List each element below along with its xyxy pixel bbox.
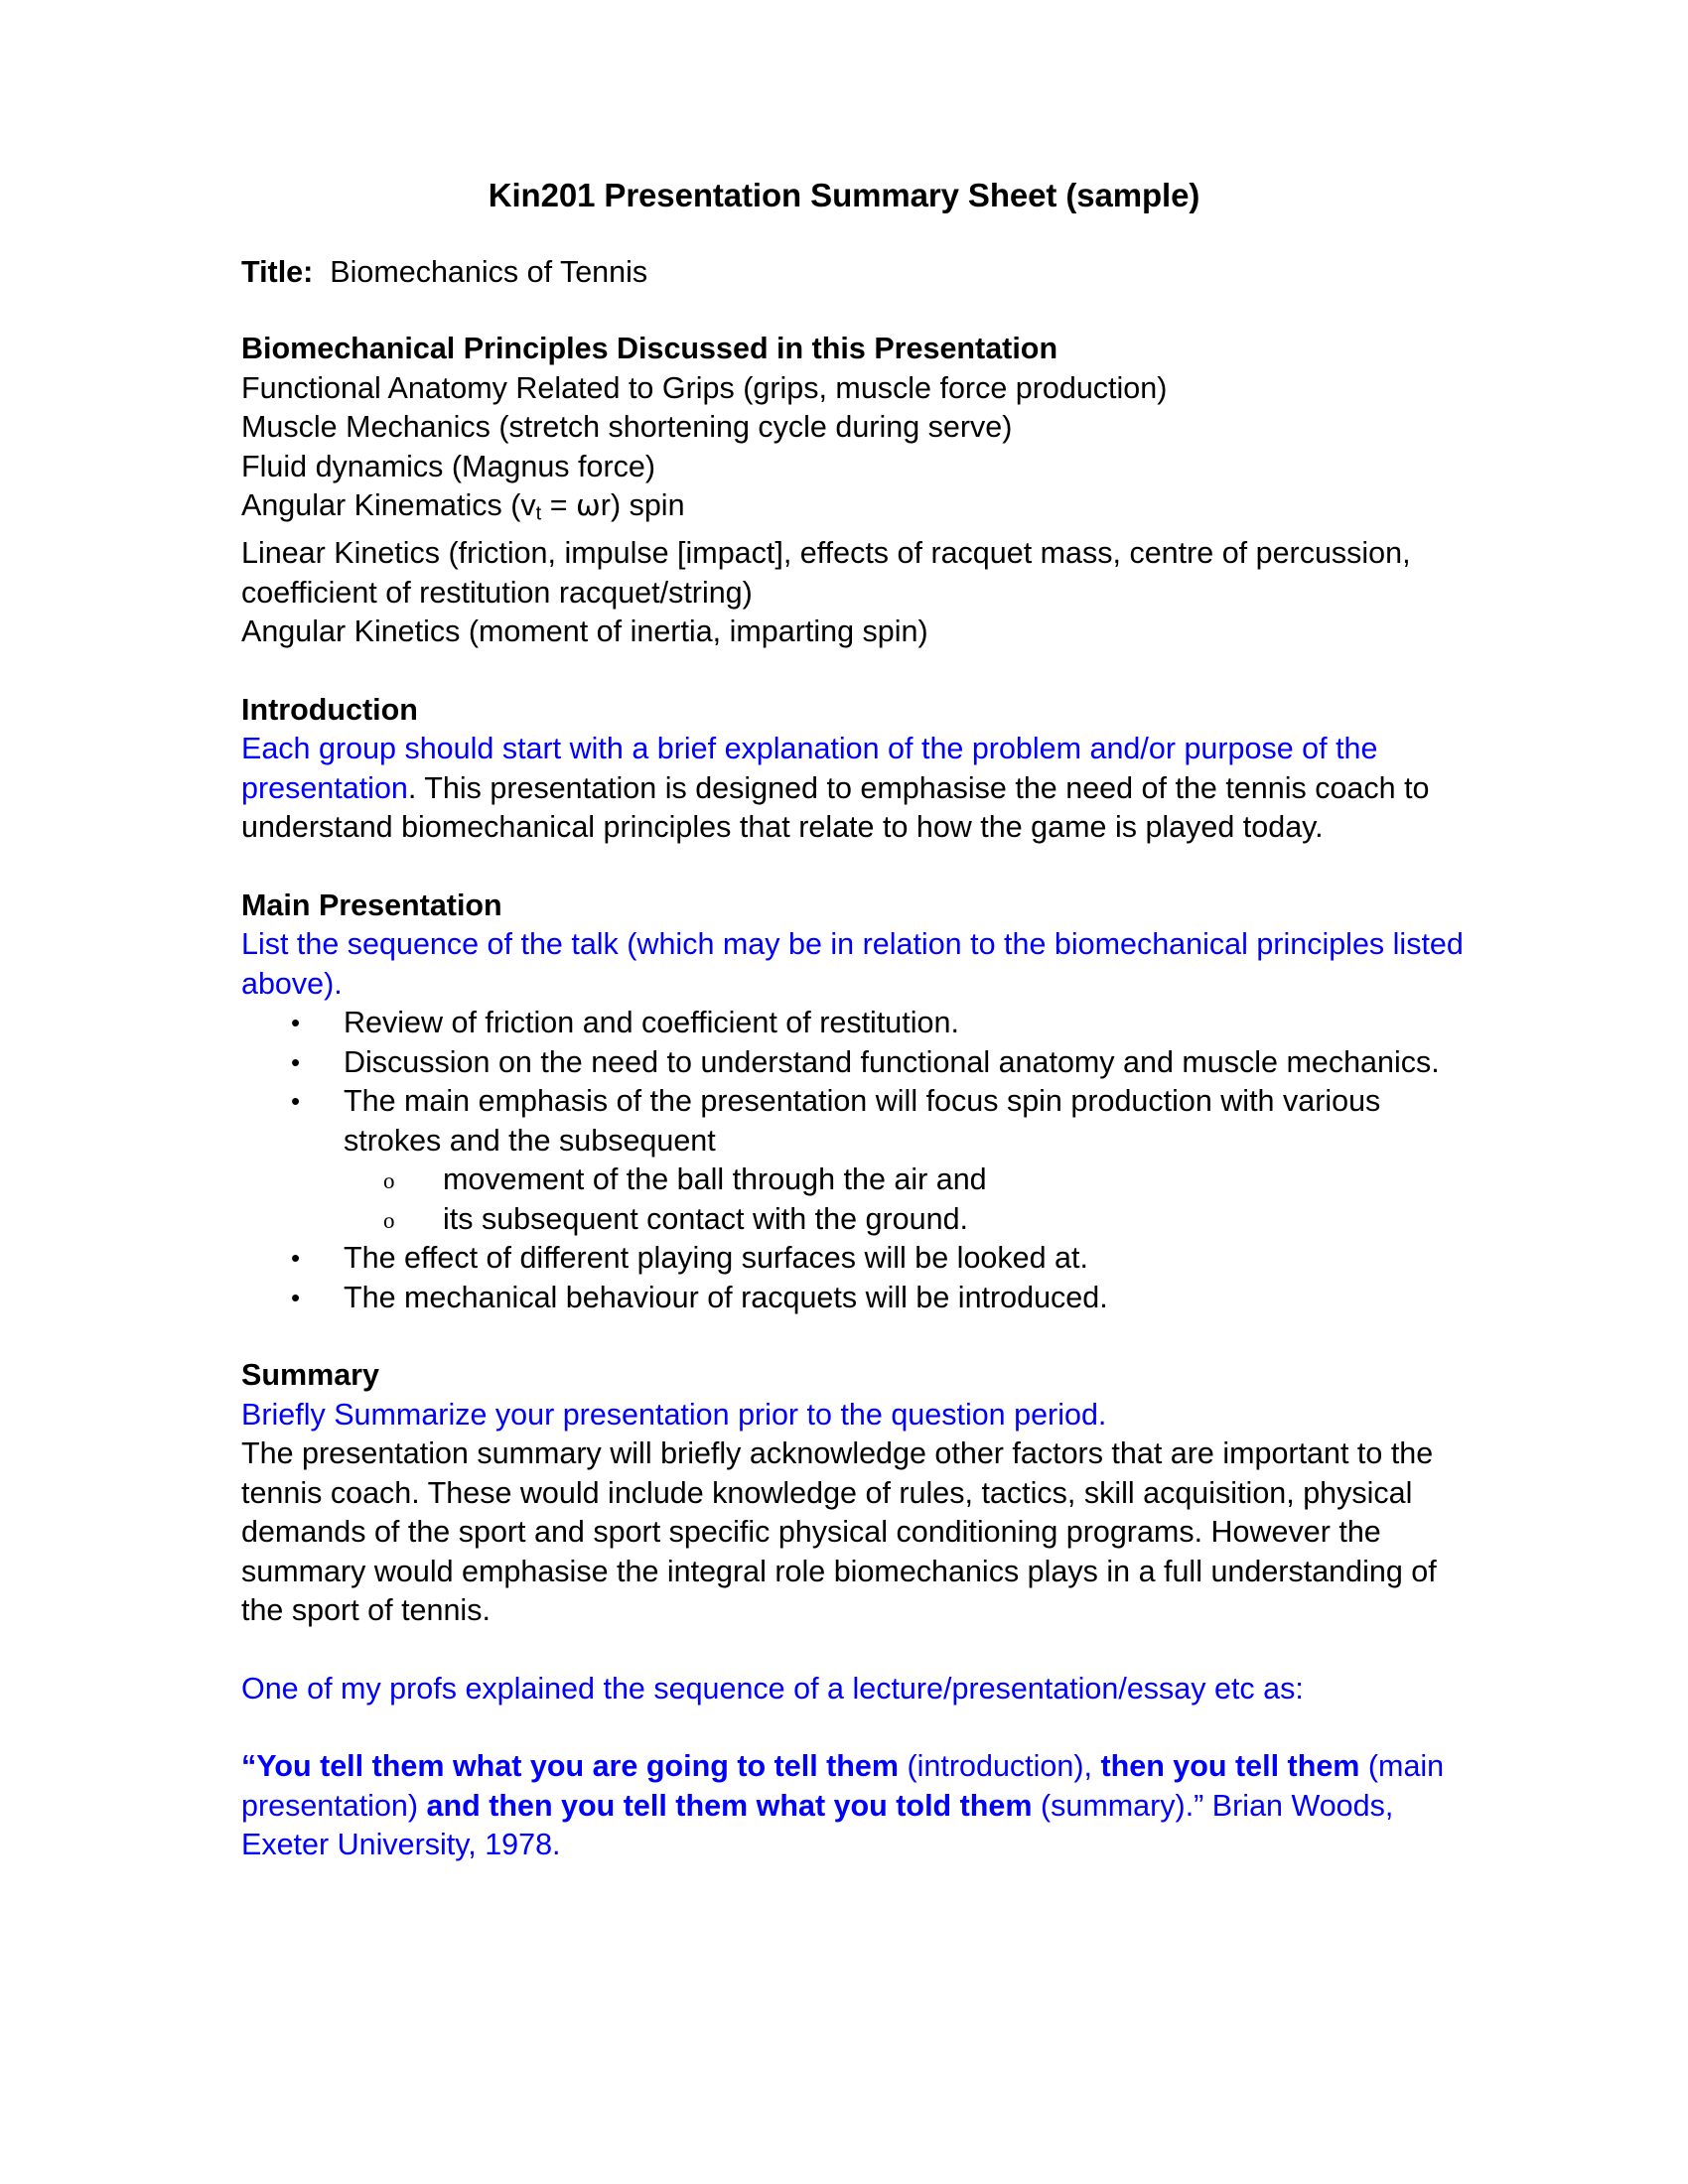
title-field-line — [241, 253, 1465, 293]
principle-item: Linear Kinetics (friction, impulse [impact], effects of racquet mass, centre of percussion, coefficient of restitution racquet/string) — [241, 536, 1411, 610]
principle-item: Muscle Mechanics (stretch shortening cycle during serve) — [241, 410, 1013, 445]
bullet-marker-icon: • — [291, 1046, 301, 1077]
list-item-label: The effect of different playing surfaces will be looked at. — [344, 1241, 1088, 1276]
summary-body-text: The presentation summary will briefly acknowledge other factors that are important to the tennis coach. These would include knowledge of rules, tactics, skill acquisition, physical demands of the sport and sport specific physical conditioning programs. However the summary would emphasise the integral role biomechanics plays in a full understanding of the sport of tennis. — [241, 1436, 1437, 1628]
introduction-body-text: . This presentation is designed to emphasise the need of the tennis coach to understand biomechanical principles that relate to how the game is played today. — [241, 770, 1430, 845]
angular-kinematics-suffix: r) spin — [600, 488, 685, 523]
spacer — [241, 1631, 1465, 1670]
list-item-label: Discussion on the need to understand functional anatomy and muscle mechanics. — [344, 1044, 1440, 1079]
quote-part-2: (introduction), — [899, 1749, 1101, 1784]
principle-item: Functional Anatomy Related to Grips (grips, muscle force production) — [241, 370, 1168, 405]
bullet-marker-icon: • — [291, 1282, 301, 1312]
spacer — [241, 1708, 1465, 1747]
quote-part-4: (main presentation) — [241, 1749, 1445, 1823]
angular-kinematics-prefix: Angular Kinematics (v — [241, 488, 536, 523]
sub-list-item — [344, 1200, 1465, 1240]
sub-bullet-list — [344, 1160, 1465, 1239]
summary-heading: Summary — [241, 1358, 380, 1393]
list-item-label: The mechanical behaviour of racquets will be introduced. — [344, 1280, 1108, 1314]
title-field-value: Biomechanics of Tennis — [330, 254, 648, 289]
principle-item-angular-kinematics — [241, 486, 1465, 534]
closing-intro-line: One of my profs explained the sequence of a lecture/presentation/essay etc as: — [241, 1671, 1304, 1706]
principle-item: Fluid dynamics (Magnus force) — [241, 449, 655, 483]
spacer — [241, 848, 1465, 887]
angular-kinematics-subscript: t — [535, 502, 542, 525]
principle-item: Angular Kinetics (moment of inertia, imparting spin) — [241, 614, 928, 649]
bullet-marker-icon: • — [291, 1008, 301, 1038]
closing-quote — [241, 1747, 1465, 1865]
title-field-space — [313, 255, 330, 289]
omega-symbol: ω — [576, 488, 601, 523]
quote-part-1: “You tell them what you are going to tell them — [241, 1749, 900, 1784]
sub-list-item — [344, 1160, 1465, 1200]
list-item — [241, 1004, 1465, 1043]
introduction-instruction-text: Each group should start with a brief explanation of the problem and/or purpose of the presentation — [241, 732, 1378, 805]
quote-part-6: (summary).” Brian Woods, Exeter University, 1978. — [241, 1788, 1394, 1862]
list-item-label: The main emphasis of the presentation will focus spin production with various strokes and the subsequent — [344, 1084, 1381, 1158]
circle-bullet-marker-icon: o — [383, 1168, 395, 1194]
list-item — [241, 1279, 1465, 1318]
title-field-label: Title: — [241, 254, 314, 289]
main-presentation-bullet-list — [241, 1004, 1465, 1317]
page-title: Kin201 Presentation Summary Sheet (sample) — [488, 177, 1200, 213]
spacer — [241, 292, 1465, 330]
spacer — [241, 652, 1465, 691]
principles-heading: Biomechanical Principles Discussed in this Presentation — [241, 332, 1058, 366]
circle-bullet-marker-icon: o — [383, 1207, 395, 1233]
main-presentation-instruction-text: List the sequence of the talk (which may be in relation to the biomechanical principles listed above). — [241, 927, 1464, 1001]
spacer — [241, 1317, 1465, 1356]
bullet-marker-icon: • — [291, 1086, 301, 1117]
bullet-marker-icon: • — [291, 1243, 301, 1274]
summary-instruction-text: Briefly Summarize your presentation prior to the question period. — [241, 1397, 1107, 1432]
sub-list-item-label: its subsequent contact with the ground. — [443, 1201, 968, 1236]
angular-kinematics-middle: = — [541, 488, 577, 523]
quote-part-5: and then you tell them what you told them — [426, 1788, 1033, 1823]
main-presentation-heading: Main Presentation — [241, 887, 502, 922]
introduction-heading: Introduction — [241, 692, 418, 727]
list-item — [241, 1239, 1465, 1279]
quote-part-3: then you tell them — [1100, 1749, 1360, 1784]
introduction-paragraph — [241, 730, 1465, 848]
sub-list-item-label: movement of the ball through the air and — [443, 1162, 987, 1197]
spacer — [241, 215, 1465, 253]
list-item — [241, 1082, 1465, 1239]
list-item-label: Review of friction and coefficient of restitution. — [344, 1006, 959, 1040]
list-item — [241, 1043, 1465, 1083]
